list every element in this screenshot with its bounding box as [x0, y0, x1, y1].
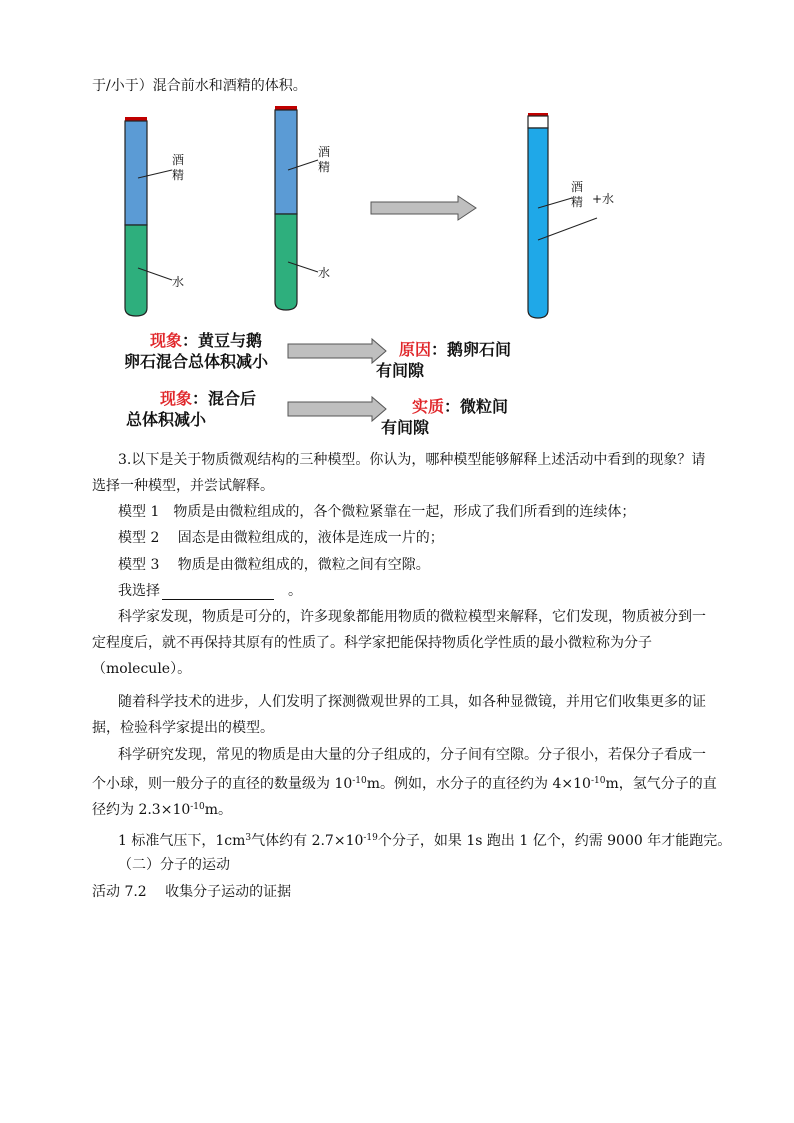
essence-keyword: 实质 [412, 397, 445, 416]
choice-end: 。 [288, 583, 302, 599]
plus-water-label: +水 [592, 192, 615, 206]
choice-blank[interactable] [162, 585, 274, 600]
observation-1-text-a: ：黄豆与鹅 [182, 331, 263, 350]
observation-1-keyword: 现象 [150, 331, 183, 350]
p4-part3: 个分子，如果 1s 跑出 1 亿个，约需 9000 年才能跑完。 [377, 833, 732, 849]
p4-part2: 气体约有 2.7×10 [251, 833, 364, 849]
p3-line2-part2: m。例如，水分子的直径约为 4×10 [366, 776, 591, 792]
p3-line2-exp1: -10 [352, 776, 367, 786]
observation-1 [150, 330, 262, 352]
p3-line3-part1: 径约为 2.3×10 [92, 802, 191, 818]
observation-2-line2: 总体积减小 [126, 410, 207, 429]
water-label-2: 水 [318, 266, 331, 280]
p3-line2-part1: 个小球，则一般分子的直径的数量级为 10 [92, 776, 353, 792]
paragraph-2-line2: 据，检验科学家提出的模型。 [92, 720, 274, 736]
tube-before-2 [275, 106, 318, 310]
alcohol-label-3: 酒精 [571, 180, 584, 209]
observation-1-line2: 卵石混合总体积减小 [124, 352, 269, 371]
p4-exp2: -19 [363, 833, 378, 843]
alcohol-label-2: 酒精 [318, 145, 331, 174]
model-2: 模型 2 固态是由微粒组成的，液体是连成一片的； [118, 530, 444, 546]
tube-before-1 [125, 117, 172, 316]
activity-heading: 活动 7.2 收集分子运动的证据 [92, 884, 292, 900]
observation-2 [160, 388, 256, 410]
paragraph-1-line2: 定程度后，就不再保持其原有的性质了。科学家把能保持物质化学性质的最小微粒称为分子 [92, 635, 652, 651]
question-3-line1: 3.以下是关于物质微观结构的三种模型。你认为，哪种模型能够解释上述活动中看到的现象？请 [118, 452, 706, 468]
p3-line2-part3: m，氢气分子的直 [605, 776, 717, 792]
paragraph-3-line3 [92, 798, 232, 819]
question-3-line2: 选择一种模型，并尝试解释。 [92, 478, 274, 494]
essence [412, 396, 508, 418]
p3-line3-exp: -10 [190, 802, 205, 812]
model-1: 模型 1 物质是由微粒组成的，各个微粒紧靠在一起，形成了我们所看到的连续体； [118, 504, 636, 520]
cause-keyword: 原因 [399, 340, 432, 359]
paragraph-2-line1: 随着科学技术的进步，人们发明了探测微观世界的工具，如各种显微镜，并用它们收集更多的证 [118, 694, 706, 710]
p3-line2-exp2: -10 [590, 776, 606, 786]
paragraph-3-line2 [92, 772, 717, 793]
choice-line [118, 582, 302, 600]
cause [399, 339, 511, 361]
p4-exp1: 3 [245, 833, 252, 843]
paragraph-1-line3: （molecule）。 [92, 661, 192, 677]
water-label-1: 水 [172, 275, 185, 289]
alcohol-label-1: 酒精 [172, 153, 185, 182]
arrow-right-icon [288, 397, 386, 421]
cause-line2: 有间隙 [376, 361, 425, 380]
tube-after [528, 113, 597, 318]
choice-label: 我选择 [118, 583, 160, 599]
essence-text-a: ：微粒间 [444, 397, 509, 416]
p4-part1: 1 标准气压下，1cm [118, 833, 246, 849]
p3-line3-part2: m。 [204, 802, 233, 818]
section-heading: （二）分子的运动 [118, 857, 230, 873]
observation-2-text-a: ：混合后 [192, 389, 257, 408]
arrow-right-icon [288, 339, 386, 363]
top-line: 于/小于）混合前水和酒精的体积。 [92, 78, 307, 94]
paragraph-3-line1: 科学研究发现，常见的物质是由大量的分子组成的，分子间有空隙。分子很小，若保分子看成一 [118, 747, 706, 763]
mixing-diagram [0, 100, 794, 540]
model-3: 模型 3 物质是由微粒组成的，微粒之间有空隙。 [118, 557, 430, 573]
observation-2-keyword: 现象 [160, 389, 193, 408]
essence-line2: 有间隙 [381, 418, 430, 437]
paragraph-4 [118, 829, 731, 850]
arrow-right-icon [371, 196, 476, 220]
cause-text-a: ：鹅卵石间 [431, 340, 512, 359]
paragraph-1-line1: 科学家发现，物质是可分的，许多现象都能用物质的微粒模型来解释，它们发现，物质被分到一 [118, 609, 706, 625]
